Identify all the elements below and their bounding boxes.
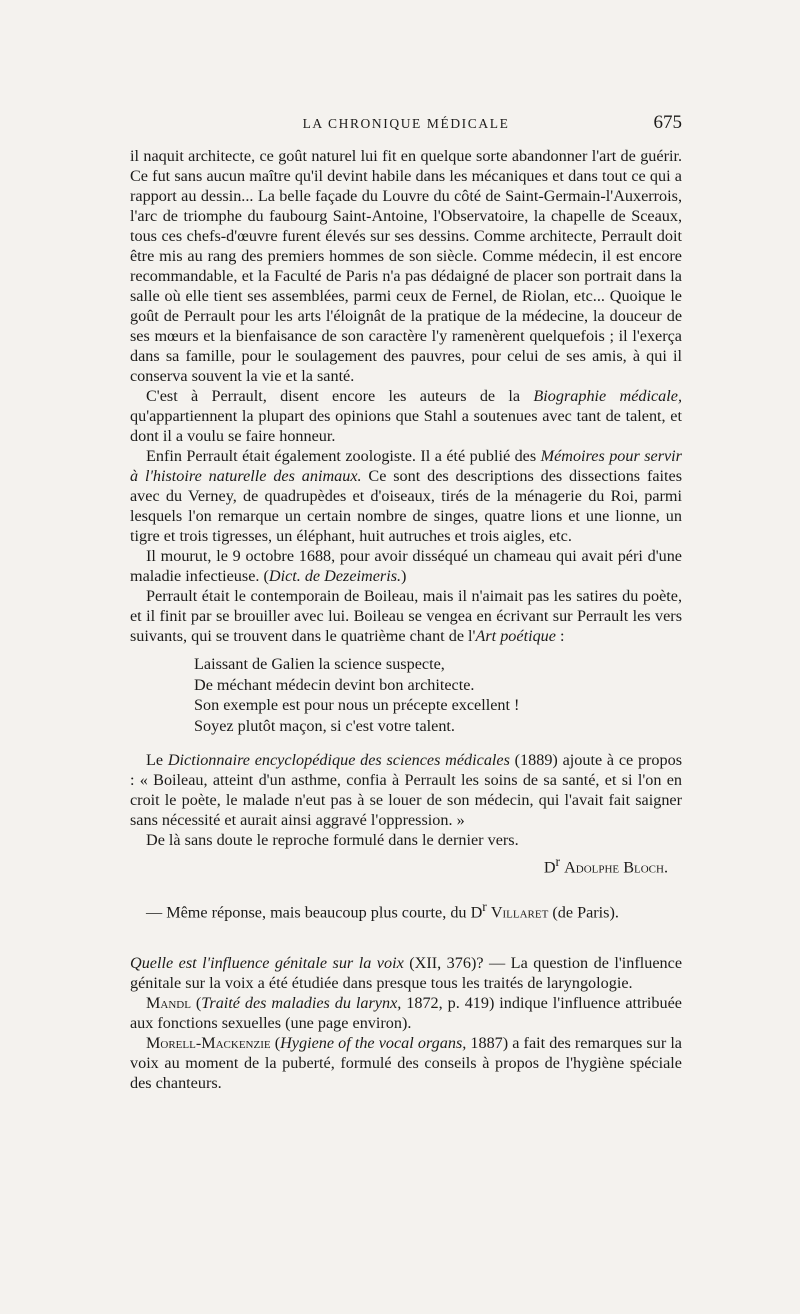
text-run: Perrault était le contemporain de Boileau, mais il n'aimait pas les satires du poète, et il finit par se brouiller avec lui. Boileau se vengea en écrivant sur Perrault les vers suivants, qui se trouvent dans le quatrième chant de l': [130, 587, 682, 645]
citation-dictionnaire: Dictionnaire encyclopédique des sciences médicales: [167, 751, 510, 769]
verse-line: Laissant de Galien la science suspecte,: [194, 655, 445, 673]
paragraph-question: [130, 953, 682, 993]
text-run: — Même réponse, mais beaucoup plus courte, du D: [146, 903, 483, 922]
verse-line: Son exemple est pour nous un précepte excellent !: [194, 696, 520, 714]
signature-bloch: [130, 852, 682, 877]
author-mackenzie: Morell-Mackenzie: [146, 1033, 271, 1052]
citation-mackenzie: Hygiene of the vocal organs,: [280, 1033, 467, 1052]
paragraph-mandl: [130, 993, 682, 1033]
verse-quote: [194, 654, 682, 736]
paragraph-villaret: [130, 897, 682, 922]
spacer: [130, 877, 682, 897]
verse-line: De méchant médecin devint bon architecte.: [194, 675, 475, 694]
paragraph-dictionnaire: [130, 750, 682, 830]
author-mandl: Mandl: [146, 993, 191, 1012]
paragraph-reproach: De là sans doute le reproche formulé dans le dernier vers.: [146, 831, 519, 849]
signature-title: D: [543, 858, 556, 877]
citation-biographie: Biographie médicale,: [533, 387, 683, 405]
author-villaret: Villaret: [490, 903, 549, 922]
text-run: Enfin Perrault était également zoologiste. Il a été publié des: [146, 447, 541, 465]
text-run: (1889) ajoute à ce propos : « Boileau, atteint d'un asthme, confia à Perrault les soins de sa santé, et si l'on en croit le poète, le malade n'eut pas à se louer de son médecin, qui l'avait fait saigner sans nécessité et aurait ainsi aggravé l'oppression. »: [130, 751, 683, 829]
article-text: [130, 146, 682, 1093]
text-run: (de Paris).: [548, 903, 619, 922]
page-number: 675: [653, 112, 682, 133]
text-run: (XII, 376)? — La question de l'influence génitale sur la voix a été étudiée dans presque tous les traités de laryngologie.: [130, 953, 682, 992]
verse-line: Soyez plutôt maçon, si c'est votre talent.: [194, 716, 455, 735]
citation-mandl: Traité des maladies du larynx,: [201, 993, 402, 1012]
question-title: Quelle est l'influence génitale sur la voix: [130, 953, 404, 972]
citation-dezeimeris: Dict. de Dezeimeris.: [268, 567, 402, 585]
text-run: (: [270, 1033, 281, 1052]
running-head: [130, 112, 682, 138]
citation-memoires: Mémoires pour servir à l'histoire naturelle des animaux.: [130, 447, 682, 485]
text-run: Le: [146, 751, 168, 769]
paragraph-biographie: [130, 386, 682, 446]
journal-title: LA CHRONIQUE MÉDICALE: [302, 116, 510, 131]
text-run: ): [401, 567, 407, 585]
title-sup: r: [482, 899, 487, 915]
signature-title-sup: r: [555, 854, 561, 869]
text-run: (: [190, 993, 202, 1012]
paragraph-perrault-architect: il naquit architecte, ce goût naturel lui fit en quelque sorte abandonner l'art de guérir. Ce fut sans aucun maître qu'il devint habile dans les mécaniques et dans tout ce qui a rapport au dessin... La belle façade du Louvre du côté de Saint-Germain-l'Auxerrois, l'arc de triomphe du faubourg Saint-Antoine, l'Observatoire, la chapelle de Sceaux, tous ces chefs-d'œuvre furent élevés sur ses dessins. Comme architecte, Perrault doit être mis au rang des premiers hommes de son siècle. Comme médecin, il est encore recommandable, et la Faculté de Paris n'a pas dédaigné de placer son portrait dans la salle où elle tient ses assemblées, parmi ceux de Fernel, de Riolan, etc... Quoique le goût de Perrault pour les arts l'éloignât de la pratique de la médecine, la douceur de ses mœurs et la bienfaisance de son caractère l'y ramenèrent quelquefois ; il l'exerça dans sa famille, pour le soulagement des pauvres, pour celui de ses amis, à qui il conserva souvent la vie et la santé.: [130, 147, 682, 385]
text-run: Ce sont des descriptions des dissections faites avec du Verney, de quadrupèdes et d'oiseaux, tirés de la ménagerie du Roi, parmi lesquels l'on remarque un certain nombre de singes, quatre lions et une lionne, un tigre et trois tigresses, un éléphant, huit autruches et trois aigles, etc.: [130, 467, 682, 545]
spacer: [130, 923, 682, 953]
text-run: qu'appartiennent la plupart des opinions que Stahl a soutenues avec tant de talent, et dont il a voulu se faire honneur.: [130, 407, 682, 445]
paragraph-mackenzie: [130, 1033, 682, 1093]
text-run: Il mourut, le 9 octobre 1688, pour avoir disséqué un chameau qui avait péri d'une maladie infectieuse. (: [130, 547, 682, 585]
paragraph-zoologist: [130, 446, 682, 546]
text-run: 1872, p. 419) indique l'influence attribuée aux fonctions sexuelles (une page environ).: [130, 993, 682, 1032]
text-run: 1887) a fait des remarques sur la voix au moment de la puberté, formulé des conseils à propos de l'hygiène spéciale des chanteurs.: [130, 1033, 682, 1092]
signature-name: Adolphe Bloch.: [564, 858, 668, 877]
text-run: :: [555, 627, 565, 645]
citation-art-poetique: Art poétique: [475, 627, 556, 645]
text-run: C'est à Perrault, disent encore les auteurs de la: [146, 387, 534, 405]
paragraph-death: [130, 546, 682, 586]
paragraph-boileau: [130, 586, 682, 646]
